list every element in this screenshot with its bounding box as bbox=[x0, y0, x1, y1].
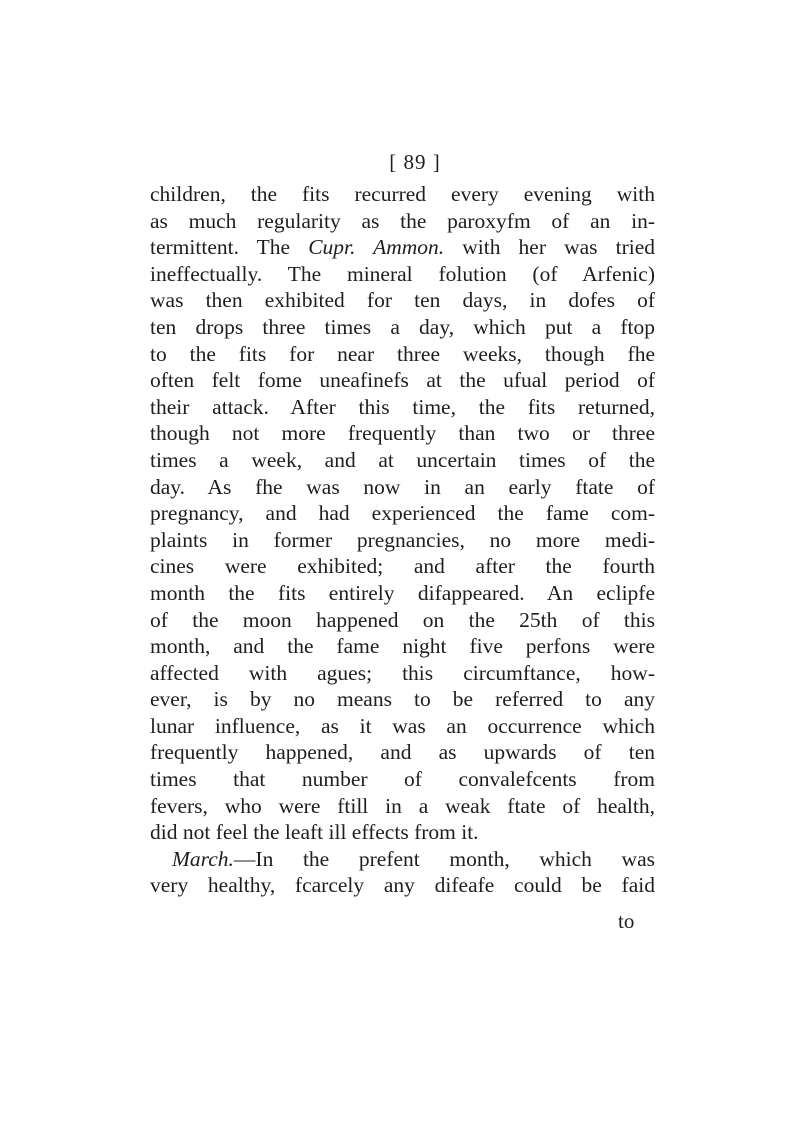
text-line: cines were exhibited; and after the fourth bbox=[150, 554, 655, 579]
text-line: lunar influence, as it was an occurrence which bbox=[150, 713, 655, 738]
text-line: often felt fome uneafinefs at the ufual period of bbox=[150, 368, 655, 393]
text-line: termittent. The Cupr. Ammon. with her was tried bbox=[150, 235, 656, 260]
text-line: March.—In the prefent month, which was bbox=[172, 846, 655, 871]
text-line: of the moon happened on the 25th of this bbox=[150, 607, 655, 632]
text-line: fevers, who were ftill in a weak ftate of health, bbox=[150, 793, 655, 818]
text-line: ever, is by no means to be referred to any bbox=[150, 687, 655, 712]
text-line: very healthy, fcarcely any difeafe could be faid bbox=[150, 873, 655, 898]
text-line: was then exhibited for ten days, in dofes of bbox=[150, 288, 655, 313]
text-line: though not more frequently than two or three bbox=[150, 421, 655, 446]
body-text bbox=[150, 181, 655, 899]
text-line: frequently happened, and as upwards of ten bbox=[150, 740, 655, 765]
section-heading-month: March. bbox=[172, 846, 234, 871]
text-line: day. As fhe was now in an early ftate of bbox=[150, 474, 655, 499]
text-line: as much regularity as the paroxyfm of an in- bbox=[150, 208, 655, 233]
text-line: to the fits for near three weeks, though fhe bbox=[150, 341, 655, 366]
text-line: month the fits entirely difappeared. An eclipfe bbox=[150, 580, 655, 605]
text-line: pregnancy, and had experienced the fame com- bbox=[150, 501, 655, 526]
paragraph-end-line: did not feel the leaft ill effects from it. bbox=[150, 820, 479, 845]
text-line: affected with agues; this circumftance, how- bbox=[150, 660, 655, 685]
text-line: ten drops three times a day, which put a ftop bbox=[150, 314, 655, 339]
text-line: month, and the fame night five perfons were bbox=[150, 634, 655, 659]
text-line: times that number of convalefcents from bbox=[150, 767, 655, 792]
text-line: ineffectually. The mineral folution (of Arfenic) bbox=[150, 261, 655, 286]
text-line: plaints in former pregnancies, no more medi- bbox=[150, 527, 655, 552]
text-line: their attack. After this time, the fits returned, bbox=[150, 394, 655, 419]
drug-name: Cupr. Ammon. bbox=[308, 235, 445, 260]
text-line: times a week, and at uncertain times of the bbox=[150, 447, 655, 472]
text-line: children, the fits recurred every evening with bbox=[150, 182, 655, 206]
page-number: [ 89 ] bbox=[389, 150, 441, 174]
catchword: to bbox=[618, 909, 635, 933]
